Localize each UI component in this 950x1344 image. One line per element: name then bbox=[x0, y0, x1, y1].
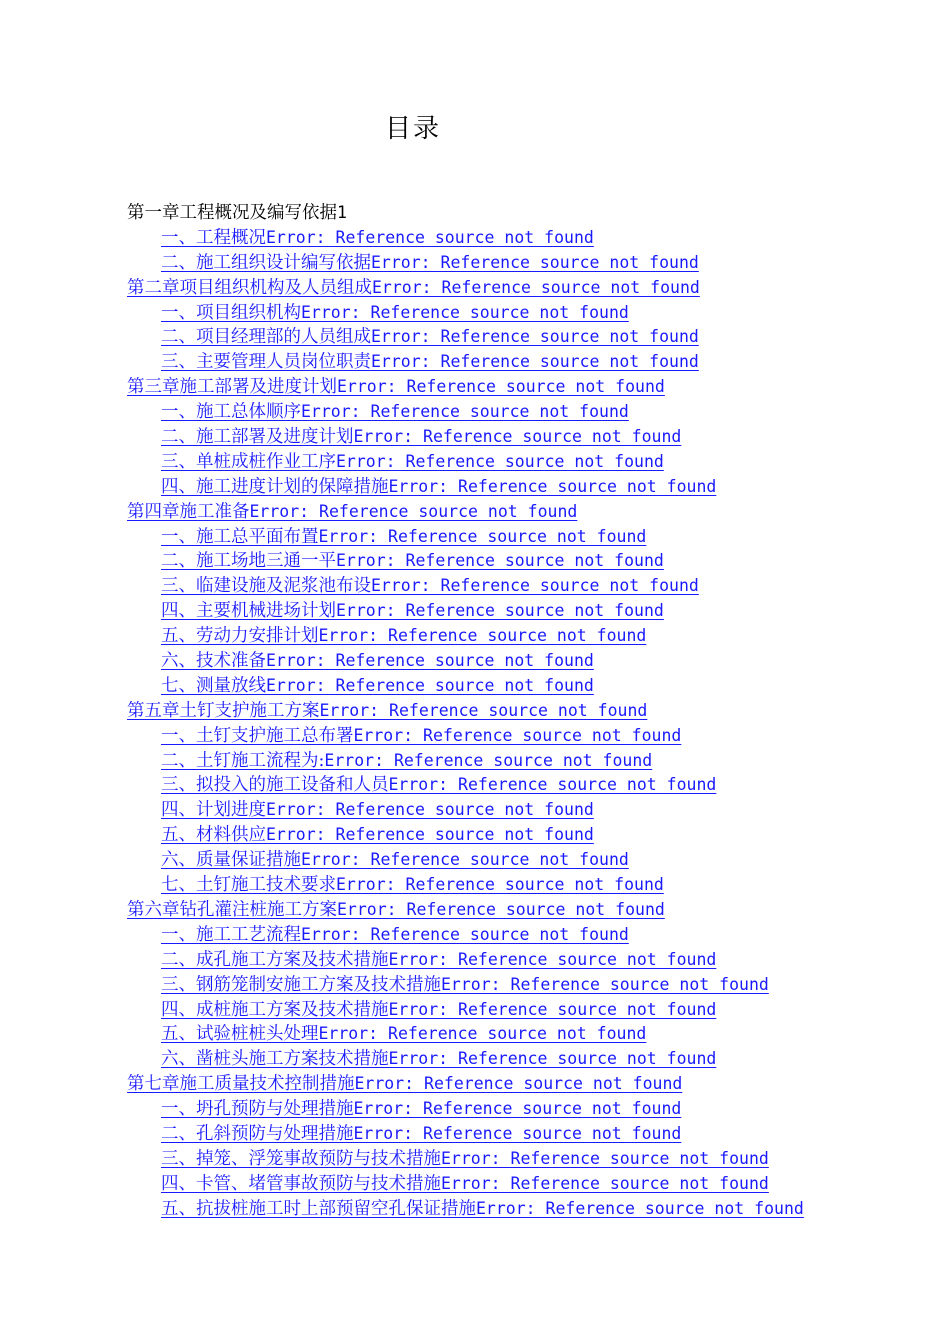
toc-section-entry[interactable] bbox=[0, 598, 950, 623]
toc-entry-page-ref: Error: Reference source not found bbox=[336, 875, 664, 895]
toc-entry-title: 第二章项目组织机构及人员组成 bbox=[127, 277, 372, 298]
toc-entry-title: 第六章钻孔灌注桩施工方案 bbox=[127, 899, 337, 920]
toc-entry-page-ref: 1 bbox=[337, 203, 347, 222]
toc-section-entry[interactable] bbox=[0, 399, 950, 424]
toc-section-entry[interactable] bbox=[0, 623, 950, 648]
toc-section-entry[interactable] bbox=[0, 723, 950, 748]
toc-entry-title: 二、成孔施工方案及技术措施 bbox=[161, 949, 389, 970]
toc-section-entry[interactable] bbox=[0, 300, 950, 325]
toc-entry-page-ref: Error: Reference source not found bbox=[371, 576, 699, 596]
toc-entry-title: 四、卡管、堵管事故预防与技术措施 bbox=[161, 1173, 441, 1194]
toc-entry-page-ref: Error: Reference source not found bbox=[371, 252, 699, 272]
toc-section-entry[interactable] bbox=[0, 748, 950, 773]
toc-entry-title: 一、项目组织机构 bbox=[161, 302, 301, 323]
toc-section-entry[interactable] bbox=[0, 997, 950, 1022]
toc-entry-title: 四、施工进度计划的保障措施 bbox=[161, 476, 389, 497]
toc-entry-title: 六、质量保证措施 bbox=[161, 850, 301, 871]
toc-entry-page-ref: Error: Reference source not found bbox=[353, 427, 682, 447]
toc-section-entry[interactable] bbox=[0, 847, 950, 872]
toc-section-entry[interactable] bbox=[0, 1121, 950, 1146]
toc-section-entry[interactable] bbox=[0, 1171, 950, 1196]
toc-entry-page-ref: Error: Reference source not found bbox=[371, 352, 699, 372]
toc-entry-page-ref: Error: Reference source not found bbox=[353, 1123, 682, 1143]
toc-entry-title: 四、主要机械进场计划 bbox=[161, 601, 336, 622]
table-of-contents bbox=[0, 200, 950, 1221]
toc-section-entry[interactable] bbox=[0, 1146, 950, 1171]
toc-chapter-entry[interactable] bbox=[0, 275, 950, 300]
toc-entry-title: 二、孔斜预防与处理措施 bbox=[161, 1123, 354, 1144]
toc-entry-page-ref: Error: Reference source not found bbox=[441, 1173, 769, 1193]
toc-entry-title: 一、坍孔预防与处理措施 bbox=[161, 1099, 354, 1120]
toc-section-entry[interactable] bbox=[0, 822, 950, 847]
toc-entry-title: 一、工程概况 bbox=[161, 227, 266, 248]
toc-section-entry[interactable] bbox=[0, 922, 950, 947]
toc-section-entry[interactable] bbox=[0, 1196, 950, 1221]
toc-entry-title: 一、土钉支护施工总布署 bbox=[161, 725, 354, 746]
toc-entry-title: 一、施工总平面布置 bbox=[161, 526, 319, 547]
toc-entry-title: 七、土钉施工技术要求 bbox=[161, 875, 336, 896]
toc-entry-title: 三、临建设施及泥浆池布设 bbox=[161, 576, 371, 597]
toc-section-entry[interactable] bbox=[0, 524, 950, 549]
toc-entry-title: 一、施工工艺流程 bbox=[161, 924, 301, 945]
toc-section-entry[interactable] bbox=[0, 673, 950, 698]
toc-entry-title: 五、劳动力安排计划 bbox=[161, 626, 319, 647]
toc-section-entry[interactable] bbox=[0, 1096, 950, 1121]
toc-entry-page-ref: Error: Reference source not found bbox=[371, 327, 699, 347]
toc-chapter-entry[interactable] bbox=[0, 374, 950, 399]
toc-entry-title: 第七章施工质量技术控制措施 bbox=[127, 1074, 355, 1095]
toc-section-entry[interactable] bbox=[0, 872, 950, 897]
toc-entry-page-ref: Error: Reference source not found bbox=[266, 227, 594, 247]
toc-entry-page-ref: Error: Reference source not found bbox=[337, 377, 665, 397]
toc-entry-title: 二、施工场地三通一平 bbox=[161, 551, 336, 572]
toc-entry-title: 七、测量放线 bbox=[161, 675, 266, 696]
toc-entry-title: 二、项目经理部的人员组成 bbox=[161, 327, 371, 348]
toc-entry-page-ref: Error: Reference source not found bbox=[301, 402, 629, 422]
toc-section-entry[interactable] bbox=[0, 548, 950, 573]
toc-entry-page-ref: Error: Reference source not found bbox=[353, 1099, 682, 1119]
toc-entry-page-ref: Error: Reference source not found bbox=[249, 501, 578, 521]
page-title: 目录 bbox=[384, 114, 441, 144]
toc-entry-page-ref: Error: Reference source not found bbox=[301, 924, 629, 944]
toc-entry-title: 一、施工总体顺序 bbox=[161, 402, 301, 423]
toc-entry-page-ref: Error: Reference source not found bbox=[388, 775, 717, 795]
toc-entry-page-ref: Error: Reference source not found bbox=[354, 1074, 683, 1094]
toc-entry-title: 五、抗拔桩施工时上部预留空孔保证措施 bbox=[161, 1198, 476, 1219]
toc-section-entry[interactable] bbox=[0, 1021, 950, 1046]
toc-section-entry[interactable] bbox=[0, 424, 950, 449]
toc-section-entry[interactable] bbox=[0, 1046, 950, 1071]
toc-section-entry[interactable] bbox=[0, 772, 950, 797]
toc-entry-page-ref: Error: Reference source not found bbox=[336, 601, 664, 621]
toc-section-entry[interactable] bbox=[0, 250, 950, 275]
toc-chapter-entry[interactable] bbox=[0, 499, 950, 524]
toc-entry-page-ref: Error: Reference source not found bbox=[388, 476, 717, 496]
toc-entry-title: 五、试验桩桩头处理 bbox=[161, 1024, 319, 1045]
toc-entry-page-ref: Error: Reference source not found bbox=[441, 1148, 769, 1168]
toc-entry-page-ref: Error: Reference source not found bbox=[301, 850, 629, 870]
toc-section-entry[interactable] bbox=[0, 797, 950, 822]
toc-entry-title: 三、单桩成桩作业工序 bbox=[161, 451, 336, 472]
toc-entry-page-ref: Error: Reference source not found bbox=[337, 899, 665, 919]
toc-entry-page-ref: Error: Reference source not found bbox=[372, 277, 700, 297]
toc-chapter-entry[interactable] bbox=[0, 897, 950, 922]
toc-entry-page-ref: Error: Reference source not found bbox=[336, 551, 664, 571]
toc-section-entry[interactable] bbox=[0, 972, 950, 997]
toc-entry-page-ref: Error: Reference source not found bbox=[266, 800, 594, 820]
toc-entry-page-ref: Error: Reference source not found bbox=[388, 999, 717, 1019]
toc-entry-page-ref: Error: Reference source not found bbox=[353, 725, 682, 745]
toc-entry-title: 三、主要管理人员岗位职责 bbox=[161, 352, 371, 373]
toc-entry-page-ref: Error: Reference source not found bbox=[324, 750, 653, 770]
toc-section-entry[interactable] bbox=[0, 324, 950, 349]
toc-section-entry[interactable] bbox=[0, 573, 950, 598]
toc-entry-title: 四、成桩施工方案及技术措施 bbox=[161, 999, 389, 1020]
toc-entry-title: 三、掉笼、浮笼事故预防与技术措施 bbox=[161, 1148, 441, 1169]
toc-entry-page-ref: Error: Reference source not found bbox=[441, 974, 769, 994]
toc-section-entry[interactable] bbox=[0, 648, 950, 673]
toc-entry-title: 第四章施工准备 bbox=[127, 501, 250, 522]
toc-entry-title: 二、施工部署及进度计划 bbox=[161, 427, 354, 448]
toc-entry-page-ref: Error: Reference source not found bbox=[266, 651, 594, 671]
toc-entry-title: 六、技术准备 bbox=[161, 651, 266, 672]
toc-chapter-entry bbox=[0, 200, 950, 225]
toc-chapter-entry[interactable] bbox=[0, 698, 950, 723]
toc-entry-page-ref: Error: Reference source not found bbox=[318, 626, 647, 646]
toc-entry-title: 二、施工组织设计编写依据 bbox=[161, 252, 371, 273]
toc-entry-title: 第三章施工部署及进度计划 bbox=[127, 377, 337, 398]
toc-entry-page-ref: Error: Reference source not found bbox=[318, 526, 647, 546]
toc-entry-title: 二、土钉施工流程为: bbox=[161, 750, 325, 771]
toc-entry-title: 六、凿桩头施工方案技术措施 bbox=[161, 1049, 389, 1070]
toc-entry-page-ref: Error: Reference source not found bbox=[388, 1049, 717, 1069]
toc-entry-page-ref: Error: Reference source not found bbox=[388, 949, 717, 969]
toc-entry-title: 第一章工程概况及编写依据 bbox=[127, 203, 337, 223]
toc-section-entry[interactable] bbox=[0, 474, 950, 499]
toc-entry-page-ref: Error: Reference source not found bbox=[336, 451, 664, 471]
toc-section-entry[interactable] bbox=[0, 449, 950, 474]
toc-entry-page-ref: Error: Reference source not found bbox=[301, 302, 629, 322]
toc-entry-page-ref: Error: Reference source not found bbox=[266, 825, 594, 845]
toc-entry-title: 四、计划进度 bbox=[161, 800, 266, 821]
toc-entry-title: 三、钢筋笼制安施工方案及技术措施 bbox=[161, 974, 441, 995]
toc-entry-page-ref: Error: Reference source not found bbox=[476, 1198, 804, 1218]
toc-chapter-entry[interactable] bbox=[0, 1071, 950, 1096]
toc-entry-page-ref: Error: Reference source not found bbox=[319, 700, 648, 720]
toc-section-entry[interactable] bbox=[0, 349, 950, 374]
toc-section-entry[interactable] bbox=[0, 225, 950, 250]
toc-entry-title: 三、拟投入的施工设备和人员 bbox=[161, 775, 389, 796]
toc-section-entry[interactable] bbox=[0, 947, 950, 972]
toc-entry-title: 五、材料供应 bbox=[161, 825, 266, 846]
toc-entry-page-ref: Error: Reference source not found bbox=[318, 1024, 647, 1044]
toc-entry-title: 第五章土钉支护施工方案 bbox=[127, 700, 320, 721]
toc-entry-page-ref: Error: Reference source not found bbox=[266, 675, 594, 695]
